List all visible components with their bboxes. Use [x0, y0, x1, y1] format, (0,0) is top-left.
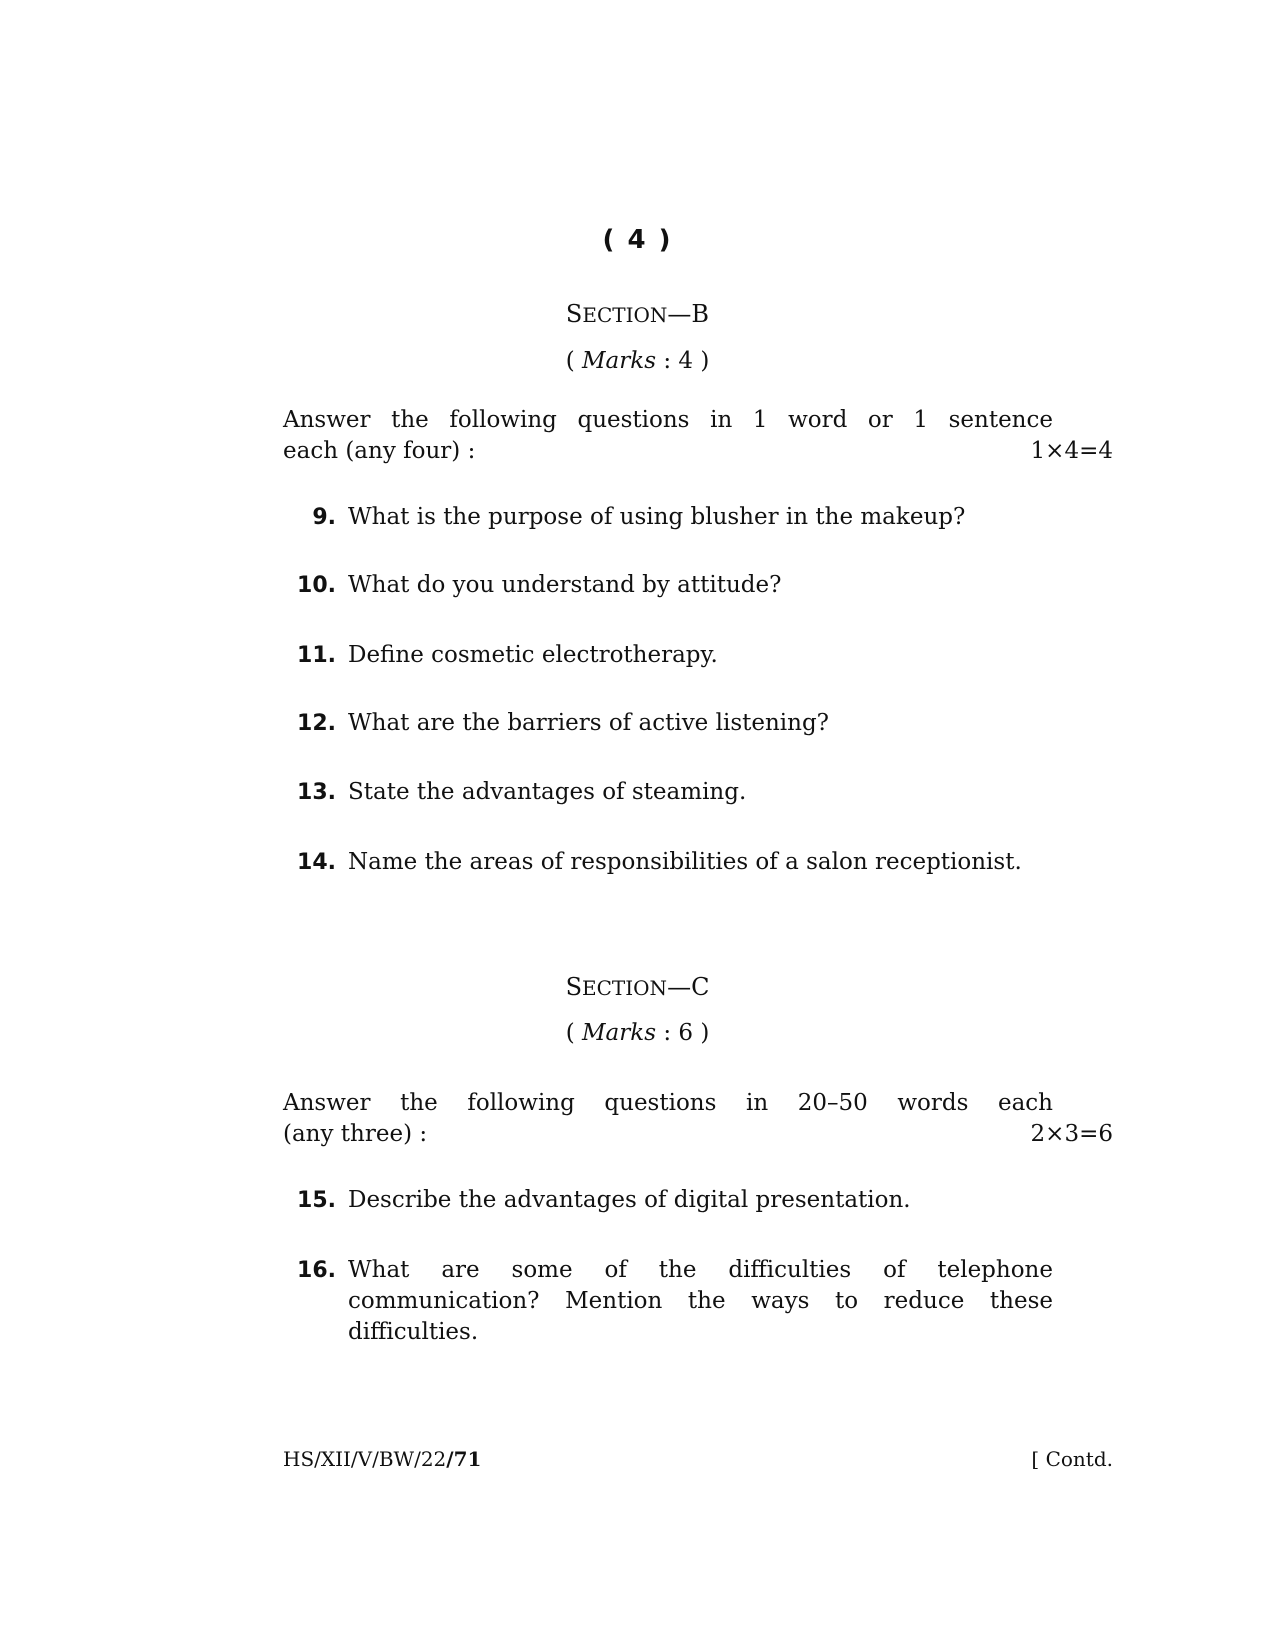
question-11 — [283, 640, 1053, 671]
question-12 — [283, 708, 1053, 739]
section-b-title: SECTION—B — [565, 300, 710, 328]
section-c-instruction-line2 — [283, 1119, 1113, 1150]
contd-label: [ Contd. — [1031, 1447, 1113, 1471]
question-9 — [283, 502, 1053, 533]
question-text: What is the purpose of using blusher in the makeup? — [348, 504, 966, 530]
section-c-instruction-text: (any three) : — [283, 1121, 428, 1147]
question-number: 16. — [297, 1258, 336, 1283]
section-b-instruction-line2 — [283, 436, 1113, 467]
section-c-instruction-line1: Answer the following questions in 20–50 words each — [283, 1090, 1053, 1116]
question-16 — [283, 1255, 1053, 1348]
section-c-instruction — [283, 1088, 1113, 1150]
question-13 — [283, 777, 1053, 808]
question-text: What are the barriers of active listening? — [348, 710, 830, 736]
question-number: 14. — [297, 850, 336, 875]
question-15 — [283, 1185, 1053, 1216]
question-text: State the advantages of steaming. — [348, 779, 747, 805]
section-b-score: 1×4=4 — [1030, 438, 1113, 464]
section-b-instruction-line1: Answer the following questions in 1 word or 1 sentence — [283, 407, 1053, 433]
section-c-title: SECTION—C — [565, 973, 710, 1001]
page-number: ( 4 ) — [602, 225, 673, 255]
question-text: Define cosmetic electrotherapy. — [348, 642, 718, 668]
question-number: 11. — [297, 643, 336, 668]
section-b-instruction-text: each (any four) : — [283, 438, 476, 464]
question-number: 12. — [297, 711, 336, 736]
paper-code: HS/XII/V/BW/22/71 — [283, 1447, 482, 1471]
question-number: 15. — [297, 1188, 336, 1213]
question-14 — [283, 847, 1053, 878]
section-c-marks: ( Marks : 6 ) — [565, 1020, 710, 1046]
section-b-instruction — [283, 405, 1113, 467]
question-text: Name the areas of responsibilities of a salon receptionist. — [348, 849, 1022, 875]
section-c-score: 2×3=6 — [1030, 1121, 1113, 1147]
question-number: 9. — [312, 505, 336, 530]
footer — [283, 1447, 1113, 1471]
section-b-marks: ( Marks : 4 ) — [565, 348, 710, 374]
question-number: 13. — [297, 780, 336, 805]
question-text: What do you understand by attitude? — [348, 572, 782, 598]
question-10 — [283, 570, 1053, 601]
question-text: What are some of the difficulties of telephone communication? Mention the ways to reduce these difficulties. — [348, 1257, 1053, 1345]
question-number: 10. — [297, 573, 336, 598]
question-text: Describe the advantages of digital presentation. — [348, 1187, 911, 1213]
